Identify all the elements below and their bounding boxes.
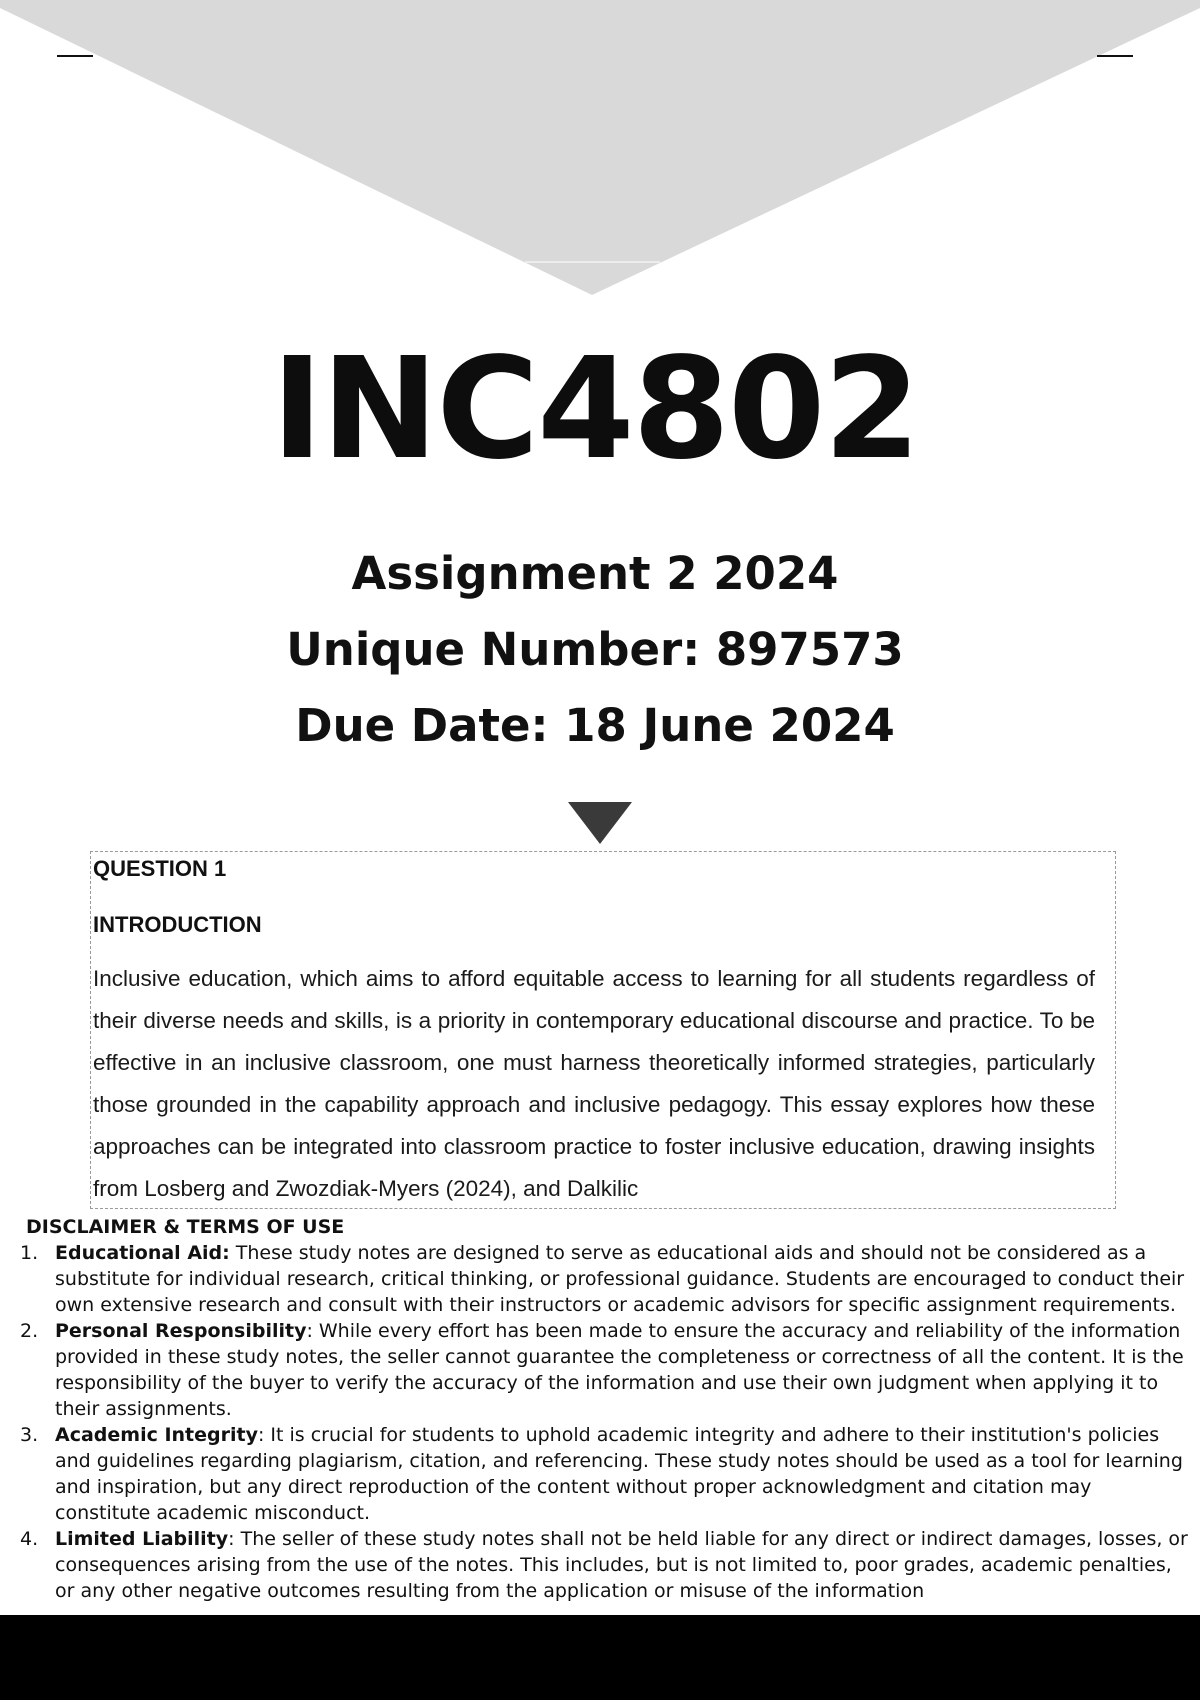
- assignment-label: Assignment 2 2024: [351, 547, 839, 600]
- section-heading: INTRODUCTION: [93, 912, 262, 937]
- essay-body-text: Inclusive education, which aims to afford equitable access to learning for all students regardless of their diverse needs and skills, is a priority in contemporary educational discourse and practice. To be effective in an inclusive classroom, one must harness theoretically informed strategies, particularly those grounded in the capability approach and inclusive pedagogy. This essay explores how these approaches can be integrated into classroom practice to foster inclusive education, drawing insights from Losberg and Zwozdiak-Myers (2024), and Dalkilic: [93, 966, 1095, 1201]
- term-item: [18, 1526, 1188, 1604]
- term-number: 4.: [20, 1528, 39, 1550]
- term-item: [18, 1318, 1188, 1422]
- essay-preview-box: [90, 851, 1116, 1209]
- disclaimer-title: DISCLAIMER & TERMS OF USE: [26, 1216, 345, 1238]
- term-name: Educational Aid:: [55, 1242, 230, 1264]
- term-number: 2.: [20, 1320, 39, 1342]
- term-number: 3.: [20, 1424, 39, 1446]
- chevron-shape: [0, 0, 1200, 295]
- term-text: : The seller of these study notes shall not be held liable for any direct or indirect damages, losses, or consequences arising from the use of the notes. This includes, but is not limited to, poor grades, academic penalties, or any other negative outcomes resulting from the application or misuse of the information: [55, 1528, 1188, 1602]
- term-name: Limited Liability: [55, 1528, 229, 1550]
- question-heading: QUESTION 1: [93, 856, 227, 881]
- corner-mark-right: [1097, 55, 1133, 57]
- disclaimer-section: [18, 1214, 1188, 1604]
- down-arrow-icon: [568, 802, 632, 844]
- due-date-label: Due Date: 18 June 2024: [295, 699, 895, 752]
- term-item: [18, 1240, 1188, 1318]
- bottom-black-bar: [0, 1615, 1200, 1700]
- term-item: [18, 1422, 1188, 1526]
- header-chevron-graphic: [0, 0, 1200, 300]
- term-name: Personal Responsibility: [55, 1320, 307, 1342]
- unique-number-label: Unique Number: 897573: [286, 623, 904, 676]
- course-code-title: INC4802: [271, 328, 919, 491]
- term-text: : While every effort has been made to ensure the accuracy and reliability of the information provided in these study notes, the seller cannot guarantee the completeness or correctness of all the content. It is the responsibility of the buyer to verify the accuracy of the information and use their own judgment when applying it to their assignments.: [55, 1320, 1184, 1420]
- term-number: 1.: [20, 1242, 39, 1264]
- term-text: These study notes are designed to serve as educational aids and should not be considered as a substitute for individual research, critical thinking, or professional guidance. Students are encouraged to conduct their own extensive research and consult with their instructors or academic advisors for specific assignment requirements.: [55, 1242, 1185, 1316]
- term-name: Academic Integrity: [55, 1424, 258, 1446]
- corner-mark-left: [57, 55, 93, 57]
- term-text: : It is crucial for students to uphold academic integrity and adhere to their institution's policies and guidelines regarding plagiarism, citation, and referencing. These study notes should be used as a tool for learning and inspiration, but any direct reproduction of the content without proper acknowledgment and citation may constitute academic misconduct.: [55, 1424, 1183, 1524]
